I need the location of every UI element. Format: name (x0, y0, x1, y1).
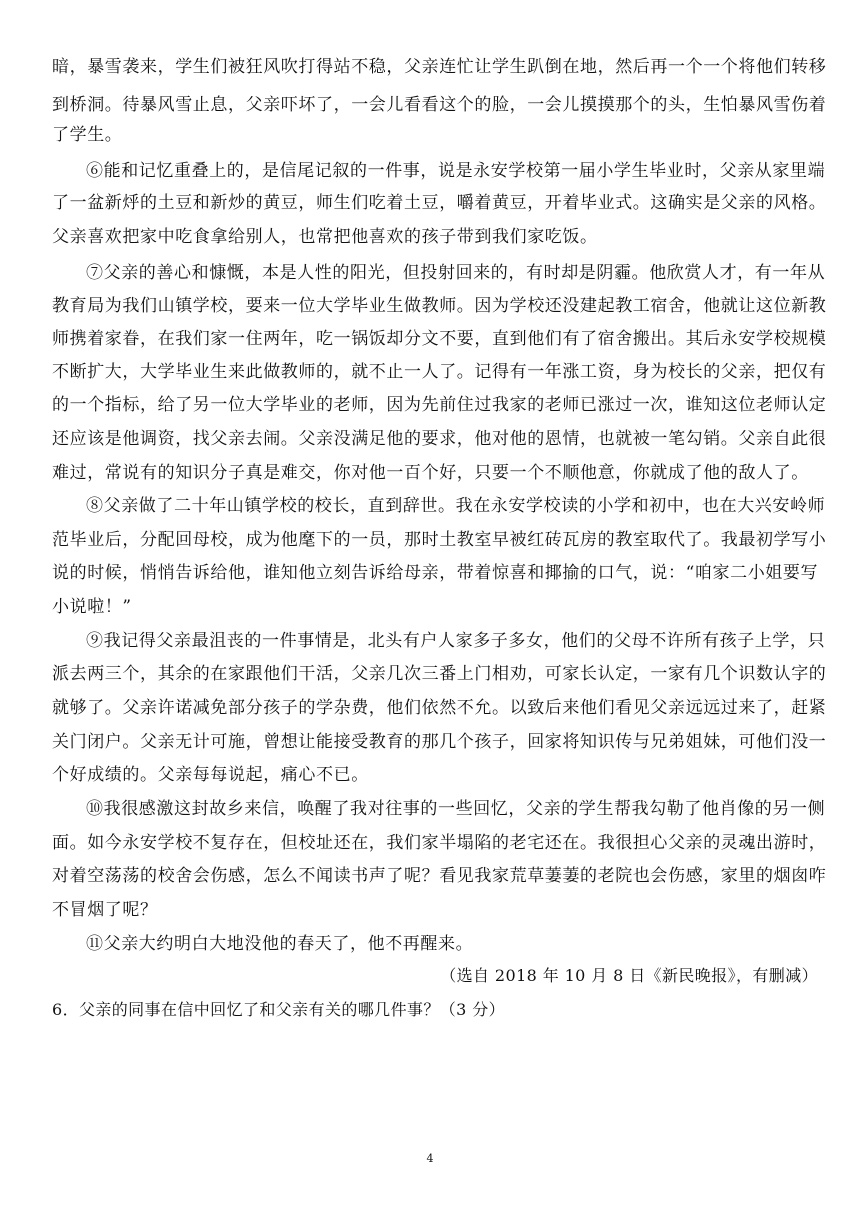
text-line: 教育局为我们山镇学校，要来一位大学毕业生做教师。因为学校还没建起教工宿舍，他就让这位新教 (52, 296, 827, 316)
text-line: 的一个指标，给了另一位大学毕业的老师，因为先前住过我家的老师已涨过一次，谁知这位老师认定 (52, 395, 827, 415)
text-line: 说的时候，悄悄告诉给他，谁知他立刻告诉给母亲，带着惊喜和揶揄的口气，说：“咱家二小姐要写 (52, 563, 819, 583)
text-line: 个好成绩的。父亲每每说起，痛心不已。 (52, 765, 369, 785)
text-line: 了一盆新烀的土豆和新炒的黄豆，师生们吃着土豆，嚼着黄豆，开着毕业式。这确实是父亲的风格。 (52, 193, 827, 213)
question-6: 6．父亲的同事在信中回忆了和父亲有关的哪几件事？（3 分） (52, 1000, 506, 1019)
text-line: ⑥能和记忆重叠上的，是信尾记叙的一件事，说是永安学校第一届小学生毕业时，父亲从家里端 (86, 161, 826, 181)
page-number: 4 (426, 1152, 434, 1165)
text-line: 父亲喜欢把家中吃食拿给别人，也常把他喜欢的孩子带到我们家吃饭。 (52, 227, 598, 247)
text-line: 暗，暴雪袭来，学生们被狂风吹打得站不稳，父亲连忙让学生趴倒在地，然后再一个一个将他们转移 (52, 57, 827, 77)
text-line: 范毕业后，分配回母校，成为他麾下的一员，那时土教室早被红砖瓦房的教室取代了。我最初学写小 (52, 530, 827, 550)
text-line: ⑩我很感激这封故乡来信，唤醒了我对往事的一些回忆，父亲的学生帮我勾勒了他肖像的另一侧 (86, 799, 826, 819)
text-line: ⑪父亲大约明白大地没他的春天了，他不再醒来。 (86, 934, 474, 954)
text-line: 派去两三个，其余的在家跟他们干活，父亲几次三番上门相劝，可家长认定，一家有几个识数认字的 (52, 664, 827, 684)
text-line: 小说啦！” (52, 597, 132, 617)
text-line: 就够了。父亲许诺减免部分孩子的学杂费，他们依然不允。以致后来他们看见父亲远远过来了，赶紧 (52, 698, 827, 718)
text-line: ⑨我记得父亲最沮丧的一件事情是，北头有户人家多子多女，他们的父母不许所有孩子上学，只 (86, 631, 826, 651)
text-line: 面。如今永安学校不复存在，但校址还在，我们家半塌陷的老宅还在。我很担心父亲的灵魂出游时， (52, 833, 827, 853)
text-line: 关门闭户。父亲无计可施，曾想让能接受教育的那几个孩子，回家将知识传与兄弟姐妹，可他们没一 (52, 732, 827, 752)
text-line: 还应该是他调资，找父亲去闹。父亲没满足他的要求，他对他的恩情，也就被一笔勾销。父亲自此很 (52, 429, 827, 449)
text-line: 师携着家眷，在我们家一住两年，吃一锅饭却分文不要，直到他们有了宿舍搬出。其后永安学校规模 (52, 329, 827, 349)
text-line: 难过，常说有的知识分子真是难交，你对他一百个好，只要一个不顺他意，你就成了他的敌人了。 (52, 463, 809, 483)
text-line: 到桥洞。待暴风雪止息，父亲吓坏了，一会儿看看这个的脸，一会儿摸摸那个的头，生怕暴风雪伤着 (52, 95, 827, 115)
text-line: 了学生。 (52, 125, 123, 145)
text-line: 不冒烟了呢？ (52, 900, 158, 920)
text-line: ⑧父亲做了二十年山镇学校的校长，直到辞世。我在永安学校读的小学和初中，也在大兴安岭师 (86, 496, 826, 516)
text-line: 对着空荡荡的校舍会伤感，怎么不闻读书声了呢？看见我家荒草萋萋的老院也会伤感，家里的烟囱咋 (52, 866, 827, 886)
text-line: 不断扩大，大学毕业生来此做教师的，就不止一人了。记得有一年涨工资，身为校长的父亲，把仅有 (52, 362, 827, 382)
source-note: （选自 2018 年 10 月 8 日《新民晚报》，有删减） (440, 966, 818, 985)
text-line: ⑦父亲的善心和慷慨，本是人性的阳光，但投射回来的，有时却是阴霾。他欣赏人才，有一年从 (86, 263, 826, 283)
